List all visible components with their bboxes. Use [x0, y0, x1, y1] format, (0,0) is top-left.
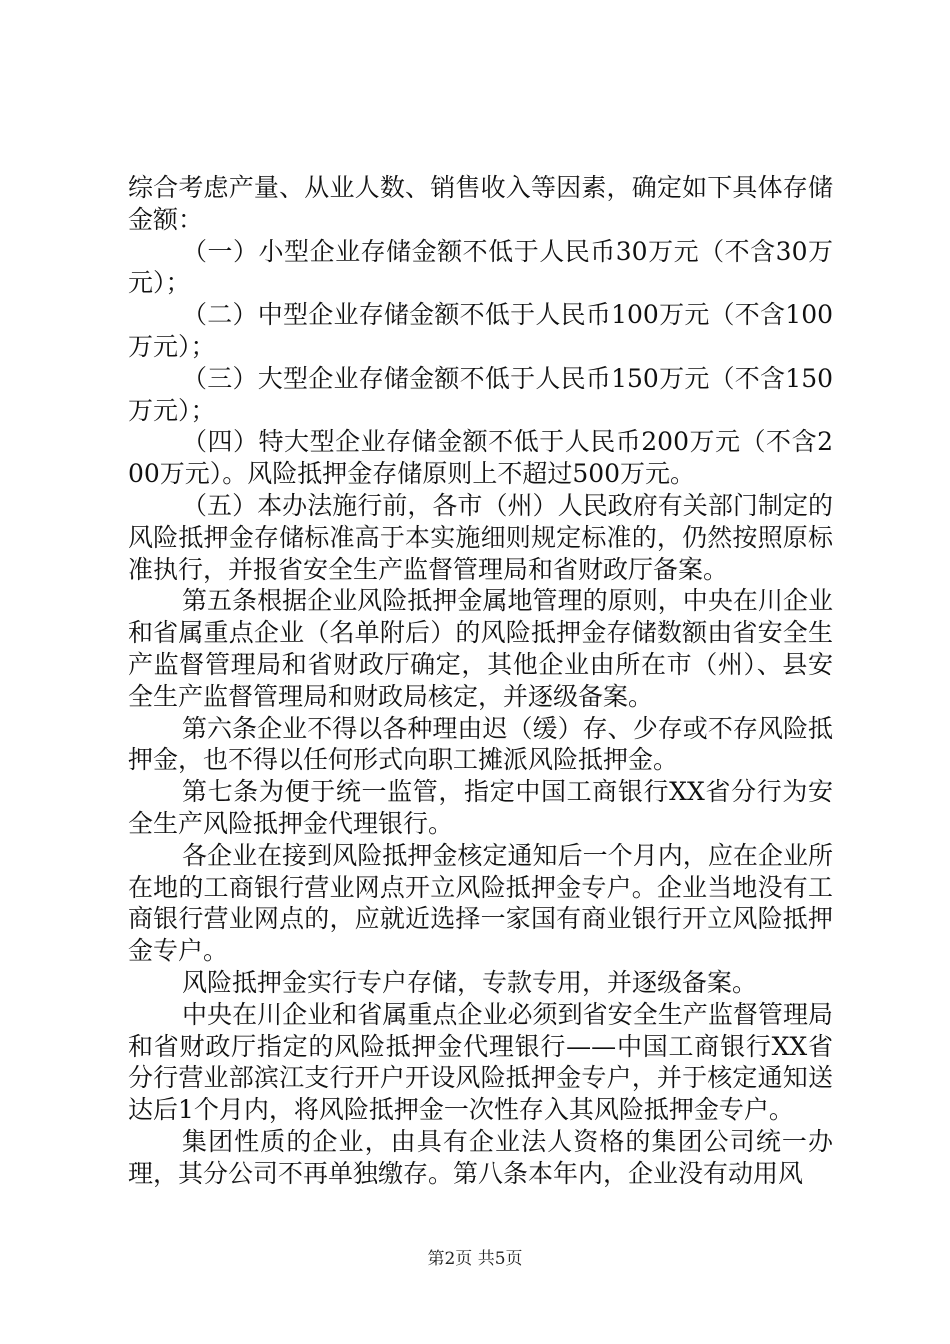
paragraph-medium-enterprise: （二）中型企业存储金额不低于人民币100万元（不含100万元）；: [128, 300, 833, 361]
paragraph-article-five: 第五条根据企业风险抵押金属地管理的原则，中央在川企业和省属重点企业（名单附后）的风险抵押金存储数额由省安全生产监督管理局和省财政厅确定，其他企业由所在市（州）、县安全生产监督管理局和财政局核定，并逐级备案。: [128, 586, 833, 711]
paragraph-extra-large-enterprise: （四）特大型企业存储金额不低于人民币200万元（不含200万元）。风险抵押金存储原则上不超过500万元。: [128, 427, 833, 489]
paragraph-large-enterprise: （三）大型企业存储金额不低于人民币150万元（不含150万元）；: [128, 363, 833, 425]
paragraph-central-enterprises: 中央在川企业和省属重点企业必须到省安全生产监督管理局和省财政厅指定的风险抵押金代理银行——中国工商银行XX省分行营业部滨江支行开户开设风险抵押金专户，并于核定通知送达后1个月内，将风险抵押金一次性存入其风险抵押金专户。: [128, 999, 833, 1125]
document-body: [128, 172, 833, 1190]
page-number-footer: 第2页 共5页: [427, 1249, 523, 1269]
paragraph-small-enterprise: （一）小型企业存储金额不低于人民币30万元（不含30万元）；: [128, 236, 833, 298]
paragraph-item-five: （五）本办法施行前，各市（州）人民政府有关部门制定的风险抵押金存储标准高于本实施细则规定标准的，仍然按照原标准执行，并报省安全生产监督管理局和省财政厅备案。: [128, 490, 833, 584]
paragraph-dedicated-account: 风险抵押金实行专户存储，专款专用，并逐级备案。: [182, 967, 758, 997]
paragraph-article-six: 第六条企业不得以各种理由迟（缓）存、少存或不存风险抵押金，也不得以任何形式向职工摊派风险抵押金。: [128, 713, 833, 775]
paragraph-account-opening: 各企业在接到风险抵押金核定通知后一个月内，应在企业所在地的工商银行营业网点开立风险抵押金专户。企业当地没有工商银行营业网点的，应就近选择一家国有商业银行开立风险抵押金专户。: [128, 840, 833, 966]
paragraph-storage-intro: 综合考虑产量、从业人数、销售收入等因素，确定如下具体存储金额：: [128, 173, 833, 234]
paragraph-article-seven: 第七条为便于统一监管，指定中国工商银行XX省分行为安全生产风险抵押金代理银行。: [128, 777, 833, 838]
paragraph-group-enterprises: 集团性质的企业，由具有企业法人资格的集团公司统一办理，其分公司不再单独缴存。第八条本年内，企业没有动用风: [128, 1126, 833, 1188]
